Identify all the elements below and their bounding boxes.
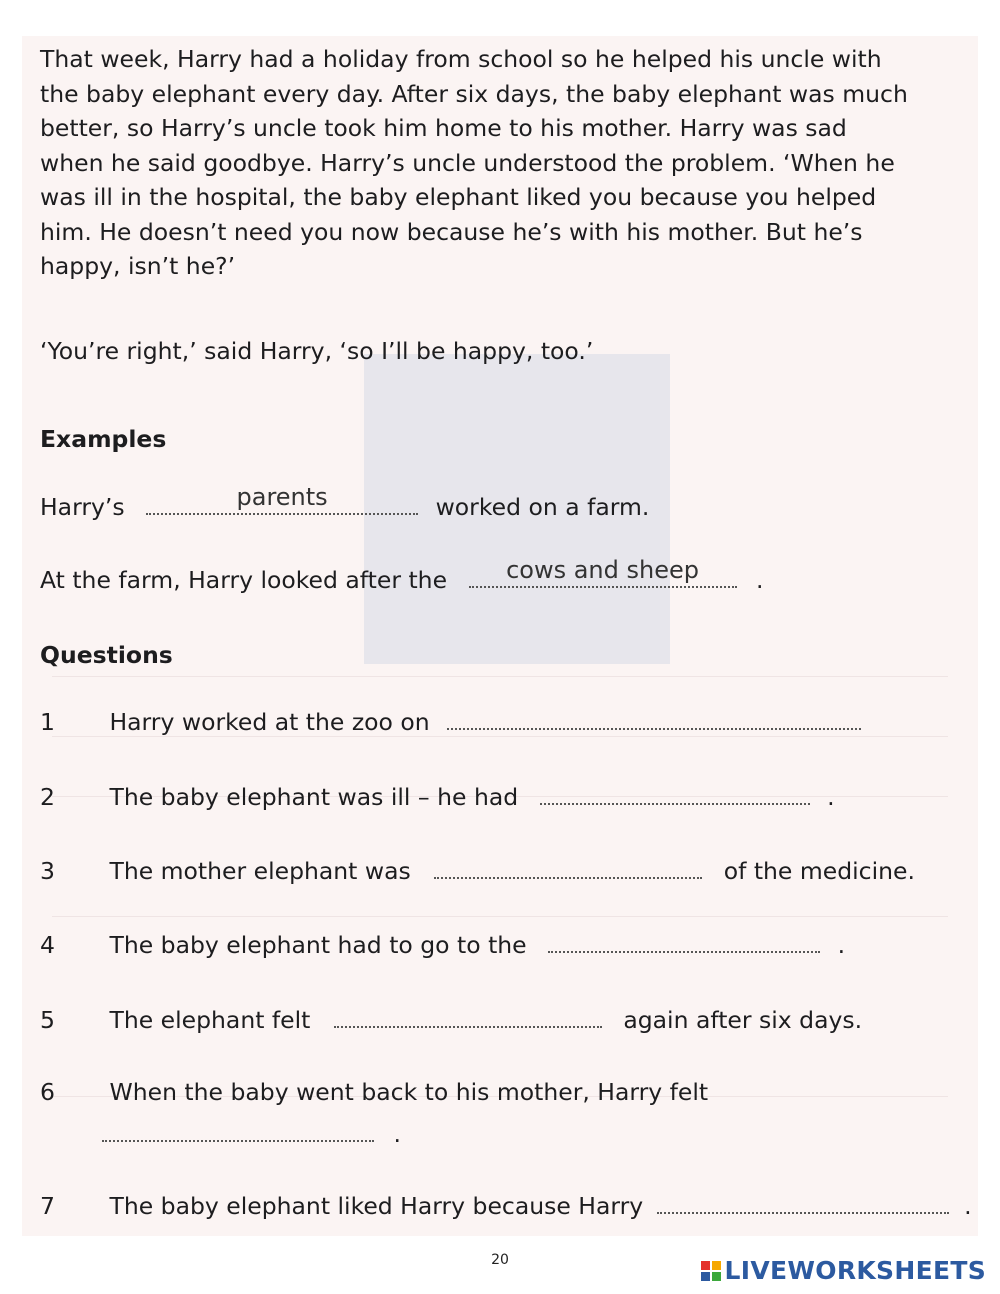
liveworksheets-logo-icon: [701, 1261, 721, 1281]
question-7: [40, 1190, 972, 1220]
question-text: The mother elephant was: [109, 857, 411, 885]
question-3: [40, 855, 915, 885]
logo-square-red: [701, 1261, 710, 1270]
story-line: That week, Harry had a holiday from school so he helped his uncle with: [40, 45, 882, 73]
question-5-answer-field[interactable]: [334, 1004, 602, 1028]
question-number: 7: [40, 1192, 55, 1220]
question-text: The elephant felt: [109, 1006, 311, 1034]
logo-square-green: [712, 1272, 721, 1281]
question-2: [40, 781, 835, 811]
story-line: him. He doesn’t need you now because he’s with his mother. But he’s: [40, 217, 863, 246]
page-number: 20: [491, 1252, 509, 1268]
question-6: [40, 1078, 708, 1106]
ghost-line: [52, 736, 948, 737]
example-1: [40, 483, 650, 524]
examples-heading: Examples: [40, 425, 167, 453]
question-number: 6: [40, 1078, 55, 1106]
question-4: [40, 929, 845, 959]
example-1-before: Harry’s: [40, 493, 125, 521]
liveworksheets-logo[interactable]: [701, 1256, 986, 1285]
story-line: happy, isn’t he?’: [40, 252, 236, 280]
question-6-continuation: [102, 1118, 401, 1148]
example-2-before: At the farm, Harry looked after the: [40, 566, 448, 594]
question-1: [40, 706, 861, 736]
question-text: The baby elephant was ill – he had: [109, 783, 519, 811]
question-text-after: .: [837, 931, 846, 959]
ghost-line: [52, 676, 948, 677]
logo-square-blue: [701, 1272, 710, 1281]
question-4-answer-field[interactable]: [548, 929, 820, 953]
story-line: was ill in the hospital, the baby elephant liked you because you helped: [40, 183, 877, 211]
question-7-answer-field[interactable]: [657, 1190, 949, 1214]
story-paragraph: [40, 42, 960, 284]
question-text-after: .: [964, 1192, 972, 1220]
question-text-after: again after six days.: [623, 1006, 863, 1034]
question-number: 1: [40, 708, 55, 736]
questions-heading: Questions: [40, 641, 173, 669]
question-text: The baby elephant liked Harry because Harry: [109, 1192, 644, 1220]
question-text: Harry worked at the zoo on: [109, 708, 430, 736]
question-number: 2: [40, 783, 55, 811]
question-text: The baby elephant had to go to the: [109, 931, 527, 959]
question-number: 4: [40, 931, 55, 959]
logo-square-yellow: [712, 1261, 721, 1270]
question-1-answer-field[interactable]: [447, 706, 861, 730]
example-2-answer: cows and sheep: [506, 556, 699, 584]
question-text-after: .: [393, 1120, 401, 1148]
question-2-answer-field[interactable]: [540, 781, 810, 805]
example-1-answer: parents: [236, 483, 328, 511]
question-3-answer-field[interactable]: [434, 855, 702, 879]
story-line: better, so Harry’s uncle took him home to his mother. Harry was sad: [40, 114, 847, 142]
story-line: the baby elephant every day. After six days, the baby elephant was much: [40, 79, 908, 108]
example-1-after: worked on a farm.: [435, 493, 650, 521]
example-1-blank: [146, 483, 418, 515]
question-text-after: of the medicine.: [723, 857, 915, 885]
story-line: when he said goodbye. Harry’s uncle understood the problem. ‘When he: [40, 148, 895, 177]
question-number: 5: [40, 1006, 55, 1034]
story-closing: ‘You’re right,’ said Harry, ‘so I’ll be happy, too.’: [40, 337, 594, 365]
question-number: 3: [40, 857, 55, 885]
question-text-after: .: [827, 783, 835, 811]
question-6-answer-field[interactable]: [102, 1118, 374, 1142]
question-text: When the baby went back to his mother, Harry felt: [109, 1078, 709, 1106]
question-5: [40, 1004, 862, 1034]
example-2: [40, 556, 764, 597]
example-2-blank: [469, 556, 737, 588]
example-2-after: .: [756, 566, 764, 594]
brand-name: LIVEWORKSHEETS: [724, 1256, 986, 1285]
ghost-line: [52, 916, 948, 917]
